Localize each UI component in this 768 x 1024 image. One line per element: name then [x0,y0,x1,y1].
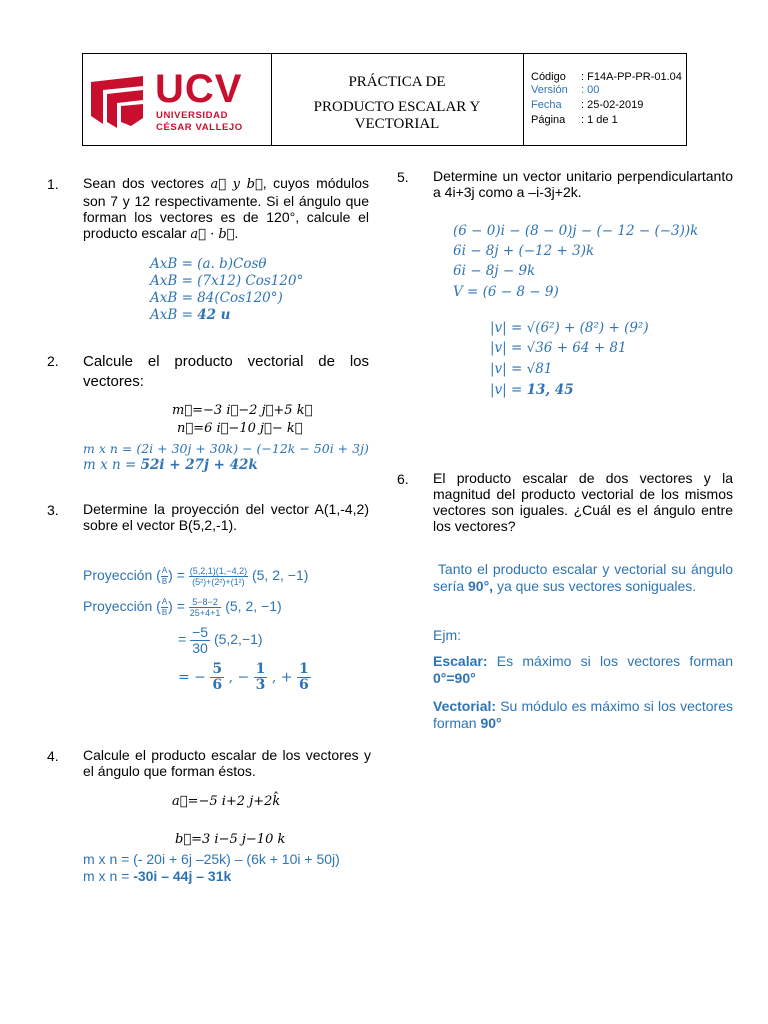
q1-line-2: AxB = (7x12) Cos120° [150,273,304,289]
q4-number: 4. [47,748,59,764]
vector-a-b-symbol: a⃗ y b⃗ [210,177,263,192]
q3-line-1: Proyección ( $\frac{A}{B}$ ) = $\frac{(5,2,1)(1,-4,2)}{\text{(5²)+(2²)+(1²)}}$ (5, 2, −1) [83,566,309,587]
q1-number: 1. [47,176,59,192]
q1-line-3: AxB = 84(Cos120°) [150,290,283,306]
q4-vector-a: a⃗=−5 i+2 j+2k̂ [172,794,281,809]
q2-vector-n: n⃗=6 i⃗−10 j⃗− k⃗ [177,421,303,436]
document-header [82,53,687,146]
q5-mod-3: |v| = √81 [490,361,553,377]
q6-answer: Tanto el producto escalar y vectorial su ángulo sería 90°, ya que sus vectores soniguales. [433,561,734,594]
q4-line-2: m x n = -30i – 44j – 31k [83,868,232,884]
logo-text: UCV [155,67,243,111]
doc-title-2: PRODUCTO ESCALAR Y [313,99,481,115]
q4-line-1: m x n = (- 20i + 6j –25k) – (6k + 10i + 50j) [83,851,340,867]
q5-number: 5. [397,169,409,185]
logo-cell [83,54,272,145]
meta-date: Fecha : 25-02-2019 [531,99,644,111]
q6-example-label: Ejm: [433,627,461,643]
q5-line-3: 6i − 8j − 9k [453,263,536,279]
q2-vector-m: m⃗=−3 i⃗−2 j⃗+5 k⃗ [172,403,313,418]
q2-line-1: m x n = (2i + 30j + 30k) − (−12k − 50i + 3j) [83,441,369,456]
q6-vectorial: Vectorial: Su módulo es máximo si los vectores forman 90° [433,698,733,731]
vector-a-dot-b: a⃗ · b⃗ [190,227,235,242]
meta-code: Código : F14A-PP-PR-01.04 [531,71,682,83]
q4-statement: Calcule el producto escalar de los vectores y el ángulo que forman éstos. [83,747,371,779]
q4-vector-b: b⃗=3 i−5 j−10 k [175,832,286,847]
q5-mod-2: |v| = √36 + 64 + 81 [490,340,627,356]
doc-title-1: PRÁCTICA DE [348,74,446,90]
logo-sub-2: CÉSAR VALLEJO [156,122,243,133]
q5-mod-4: |v| = 13, 45 [490,382,574,398]
ucv-logo-icon [89,72,145,128]
q6-escalar: Escalar: Es máximo si los vectores forman 0°=90° [433,653,733,686]
meta-version: Versión : 00 [531,84,600,96]
q1-line-1: AxB = (a. b)Cosθ [150,256,267,272]
meta-page: Página : 1 de 1 [531,114,618,126]
q3-line-3: = $\frac{-5}{30}$ (5,2,−1) [178,624,263,656]
q2-number: 2. [47,353,59,369]
logo-sub-1: UNIVERSIDAD [156,110,229,121]
title-cell [271,54,524,145]
q6-number: 6. [397,471,409,487]
q3-statement: Determine la proyección del vector A(1,-4,2) sobre el vector B(5,2,-1). [83,501,369,533]
q2-statement: Calcule el producto vectorial de los vectores: [83,353,369,390]
q3-line-2: Proyección ( $\frac{A}{B}$ ) = $\frac{5-8-2}{25+4+1}$ (5, 2, −1) [83,597,282,618]
q5-line-2: 6i − 8j + (−12 + 3)k [453,243,595,259]
q1-statement: Sean dos vectores a⃗ y b⃗, cuyos módulos son 7 y 12 respectivamente. Si el ángulo que forman los vectores es de 120°, calcule el producto escalar a⃗ · b⃗. [83,175,369,242]
meta-cell [523,54,686,145]
q5-mod-1: |v| = √(6²) + (8²) + (9²) [490,320,649,336]
q5-line-1: (6 − 0)i − (8 − 0)j − (− 12 − (−3))k [453,223,699,239]
doc-title-3: VECTORIAL [354,116,440,132]
q5-statement: Determine un vector unitario perpendiculartanto a 4i+3j como a –i-3j+2k. [433,168,733,200]
q6-statement: El producto escalar de dos vectores y la magnitud del producto vectorial de los mismos vectores son iguales. ¿Cuál es el ángulo entre los vectores? [433,470,733,534]
q1-line-4: AxB = 42 u [150,307,231,323]
q3-number: 3. [47,502,59,518]
q2-line-2: m x n = 52i + 27j + 42k [83,457,258,473]
q5-line-4: V = (6 − 8 − 9) [453,284,559,300]
q3-result: = − $\frac{5}{6}$ , − $\frac{1}{3}$ , + $\frac{1}{6}$ [178,661,309,693]
